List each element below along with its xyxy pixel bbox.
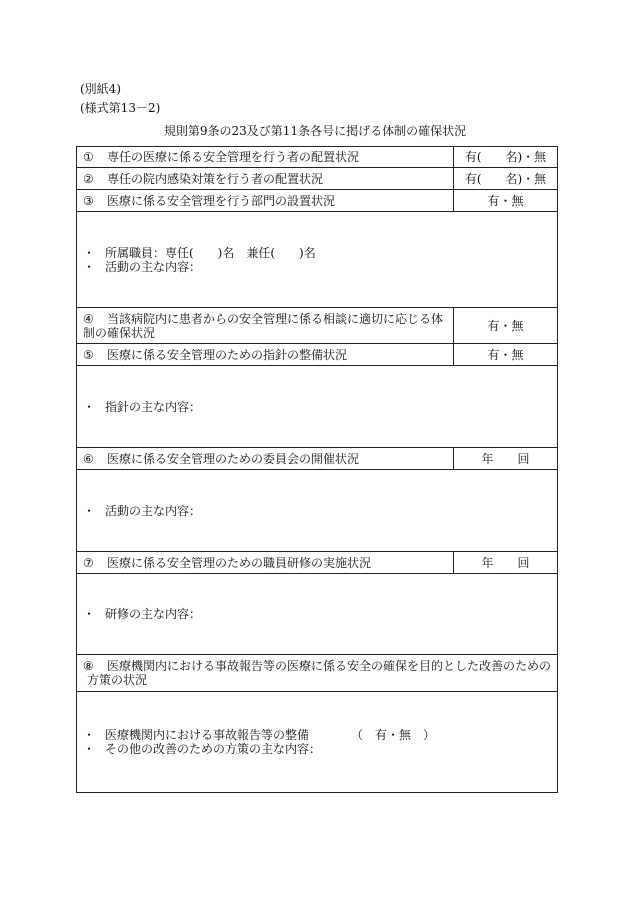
incident-report-text: 医療機関内における事故報告等の整備 （ 有・無 ） (105, 728, 436, 742)
row-6-status[interactable]: 年 回 (454, 448, 558, 470)
document-title: 規則第9条の23及び第11条各号に掲げる体制の確保状況 (163, 124, 467, 138)
row-5-detail-box[interactable] (77, 366, 558, 448)
row-3-detail (77, 212, 558, 308)
row-5 (77, 344, 558, 366)
row-5-detail (77, 366, 558, 448)
bullet: ・ (83, 259, 96, 274)
guideline-content-label: 指針の主な内容： (105, 399, 202, 414)
row-2-label: ② 専任の院内感染対策を行う者の配置状況 (77, 168, 454, 190)
row-3-detail-box[interactable] (77, 212, 558, 308)
status-table (76, 146, 558, 793)
staff-count-text: 所属職員：専任( )名 兼任( )名 (105, 245, 316, 260)
row-1-status[interactable]: 有( 名)・無 (454, 147, 558, 168)
row-8-detail (77, 692, 558, 793)
row-6 (77, 448, 558, 470)
row-4-label: ④ 当該病院内に患者からの安全管理に係る相談に適切に応じる体 制の確保状況 (77, 308, 454, 344)
row-7-detail-box[interactable] (77, 574, 558, 655)
bullet: ・ (83, 607, 96, 621)
bullet: ・ (83, 245, 96, 260)
row-3-status[interactable]: 有・無 (454, 190, 558, 212)
row-8-detail-box[interactable] (77, 692, 558, 793)
row-5-label: ⑤ 医療に係る安全管理のための指針の整備状況 (77, 344, 454, 366)
form-number: (様式第13－2) (80, 101, 161, 115)
row-7-label: ⑦ 医療に係る安全管理のための職員研修の実施状況 (77, 552, 454, 574)
row-7 (77, 552, 558, 574)
bullet: ・ (83, 728, 96, 742)
row-2 (77, 168, 558, 190)
row-4-status[interactable]: 有・無 (454, 308, 558, 344)
row-1-label: ① 専任の医療に係る安全管理を行う者の配置状況 (77, 147, 454, 168)
row-5-status[interactable]: 有・無 (454, 344, 558, 366)
bullet: ・ (83, 503, 96, 518)
row-3 (77, 190, 558, 212)
training-content-label: 研修の主な内容： (105, 607, 202, 621)
committee-activity-label: 活動の主な内容： (105, 503, 202, 518)
row-7-detail (77, 574, 558, 655)
row-8-label: ⑧ 医療機関内における事故報告等の医療に係る安全の確保を目的とした改善のための 方策の状況 (77, 655, 558, 692)
other-measures-label: その他の改善のための方策の主な内容： (105, 742, 322, 756)
annex-label: (別紙4) (80, 82, 121, 96)
row-7-status[interactable]: 年 回 (454, 552, 558, 574)
bullet: ・ (83, 742, 96, 756)
row-8 (77, 655, 558, 692)
row-6-detail-box[interactable] (77, 470, 558, 552)
row-1 (77, 147, 558, 168)
row-6-label: ⑥ 医療に係る安全管理のための委員会の開催状況 (77, 448, 454, 470)
row-3-label: ③ 医療に係る安全管理を行う部門の設置状況 (77, 190, 454, 212)
activity-content-label: 活動の主な内容： (105, 259, 202, 274)
row-4 (77, 308, 558, 344)
row-2-status[interactable]: 有( 名)・無 (454, 168, 558, 190)
bullet: ・ (83, 399, 96, 414)
row-6-detail (77, 470, 558, 552)
